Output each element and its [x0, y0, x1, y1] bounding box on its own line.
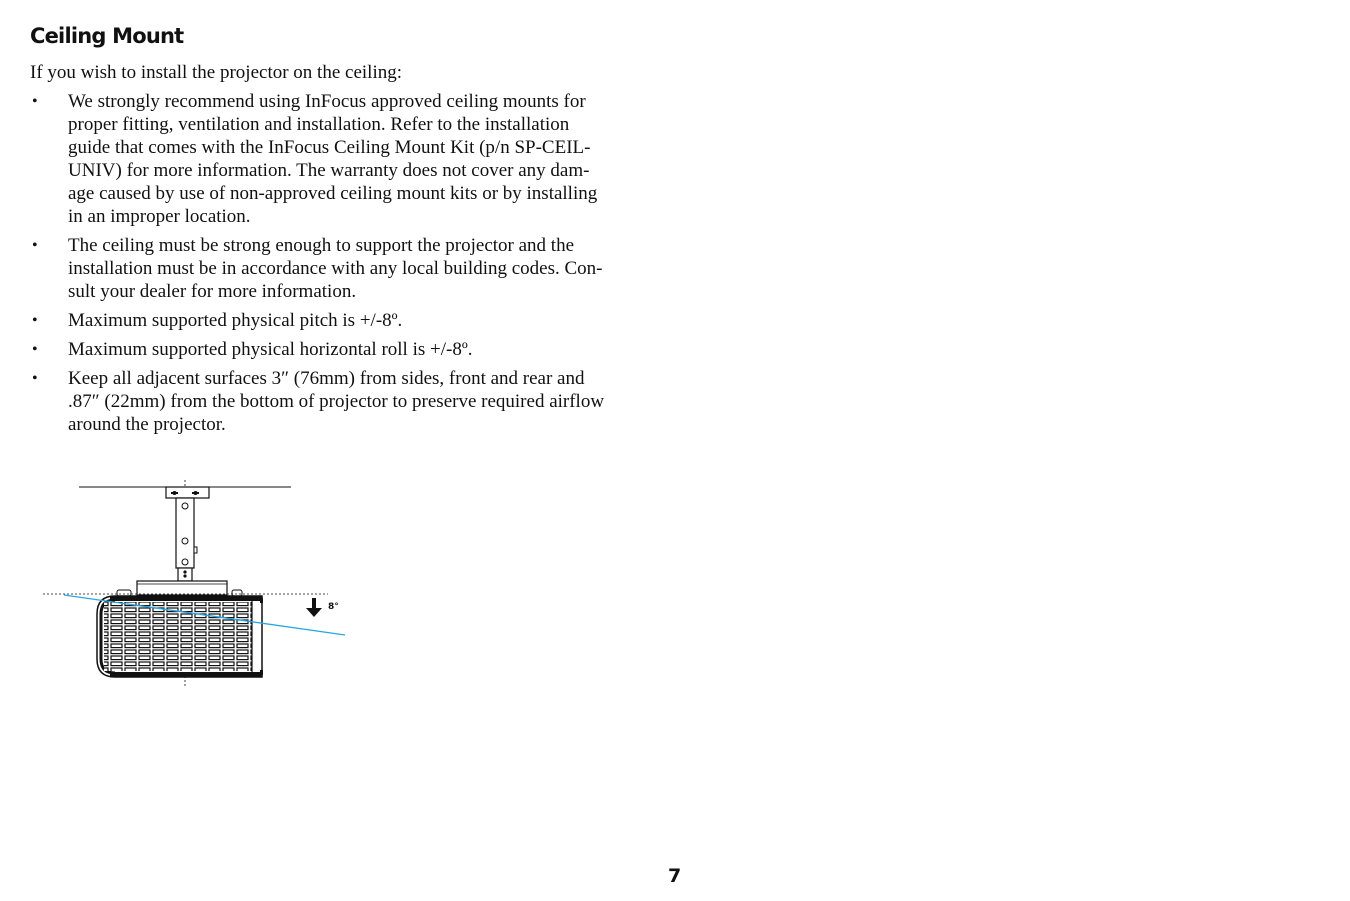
- bullet-text-line: Maximum supported physical pitch is +/-8º.: [68, 310, 403, 331]
- intro-text: If you wish to install the projector on the ceiling:: [30, 62, 403, 83]
- bullet-item-approved-mounts: [30, 90, 670, 228]
- bullet-text-line: installation must be in accordance with any local building codes. Con-: [68, 258, 603, 279]
- page-number: 7: [668, 865, 682, 887]
- bullet-text-line: The ceiling must be strong enough to support the projector and the: [68, 235, 575, 256]
- bullet-item-roll: [30, 338, 670, 361]
- bullet-icon: •: [32, 93, 38, 110]
- bullet-list: [30, 90, 670, 442]
- bullet-text-line: in an improper location.: [68, 206, 251, 227]
- bullet-item-pitch: [30, 309, 670, 332]
- bullet-text-line: proper fitting, ventilation and installation. Refer to the installation: [68, 114, 570, 135]
- bullet-text-line: Keep all adjacent surfaces 3″ (76mm) from sides, front and rear and: [68, 368, 585, 389]
- section-title: Ceiling Mount: [30, 24, 184, 48]
- projector-body: [97, 596, 263, 677]
- bullet-item-clearance: [30, 367, 670, 436]
- bullet-text-line: UNIV) for more information. The warranty does not cover any dam-: [68, 160, 590, 181]
- bullet-text-line: age caused by use of non-approved ceiling mount kits or by installing: [68, 183, 598, 204]
- bullet-text-line: .87″ (22mm) from the bottom of projector to preserve required airflow: [68, 391, 605, 412]
- angle-label: 8°: [328, 602, 339, 612]
- bullet-text-line: We strongly recommend using InFocus approved ceiling mounts for: [68, 91, 586, 112]
- bullet-icon: •: [32, 370, 38, 387]
- bullet-text-line: Maximum supported physical horizontal roll is +/-8º.: [68, 339, 473, 360]
- ceiling-mount-diagram: [40, 475, 360, 695]
- mount-bracket: [137, 581, 227, 595]
- bullet-text-line: guide that comes with the InFocus Ceiling Mount Kit (p/n SP-CEIL-: [68, 137, 591, 158]
- projector-tilt-illustration: [40, 475, 360, 690]
- bullet-icon: •: [32, 341, 38, 358]
- bullet-icon: •: [32, 237, 38, 254]
- down-arrow-icon: [306, 598, 322, 617]
- bullet-icon: •: [32, 312, 38, 329]
- bullet-item-ceiling-strength: [30, 234, 670, 303]
- bullet-text-line: sult your dealer for more information.: [68, 281, 357, 302]
- bullet-text-line: around the projector.: [68, 414, 226, 435]
